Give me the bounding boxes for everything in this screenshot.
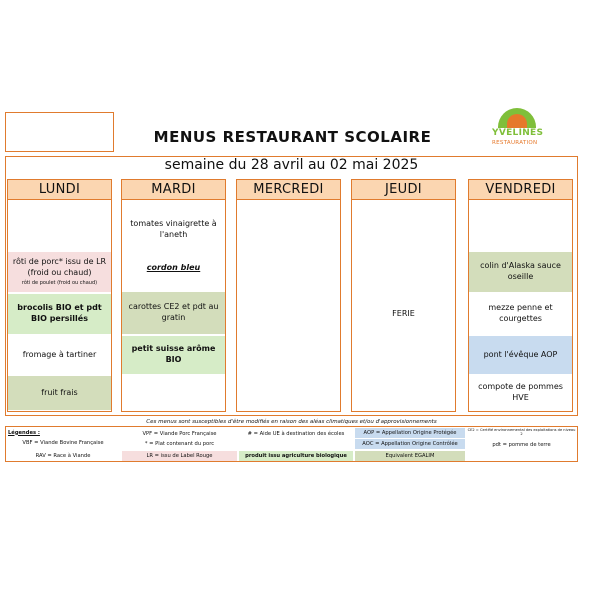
- menu-item: [8, 252, 111, 292]
- dish-text: pont l'évêque AOP: [483, 349, 558, 359]
- legend-aop: AOP = Appellation Origine Protégée: [355, 428, 465, 438]
- legend-aoc: AOC = Appellation Origine Contrôlée: [355, 439, 465, 449]
- dish-text: tomates vinaigrette à l'aneth: [130, 219, 217, 239]
- dish-text: brocolis BIO et pdt BIO persillés: [17, 303, 102, 323]
- dish-text: compote de pommes HVE: [478, 382, 563, 402]
- brand-subtitle: RESTAURATION: [492, 140, 538, 146]
- day-column-mercredi: [236, 179, 341, 412]
- legend-porc: * = Plat contenant du porc: [144, 440, 215, 447]
- day-column-vendredi: [468, 179, 573, 412]
- legend-egalim: Equivalent EGALIM: [355, 451, 465, 461]
- brand-logo: [488, 106, 548, 154]
- legend-pdt: pdt = pomme de terre: [492, 442, 551, 448]
- legend-ue: # = Aide UE à destination des écoles: [247, 430, 345, 437]
- menu-item: [8, 336, 111, 374]
- legend-bio: produit issu agriculture biologique: [239, 451, 353, 461]
- menu-item: [469, 336, 572, 374]
- legend-rav: RAV = Race à Viande: [35, 453, 91, 459]
- legend-ce2: CE2 = Certifié environnemental des exploitations de niveau 2: [467, 428, 576, 436]
- day-column-lundi: [7, 179, 112, 412]
- brand-name: YVELINES: [492, 128, 544, 138]
- day-header: MERCREDI: [237, 180, 340, 200]
- day-header: MARDI: [122, 180, 225, 200]
- week-title: semaine du 28 avril au 02 mai 2025: [164, 157, 419, 173]
- dish-text: carottes CE2 et pdt au gratin: [128, 302, 219, 322]
- day-header: LUNDI: [8, 180, 111, 200]
- dish-text: colin d'Alaska sauce oseille: [480, 261, 561, 281]
- menu-item: [469, 252, 572, 292]
- menu-item: [352, 300, 455, 328]
- page-title: MENUS RESTAURANT SCOLAIRE: [153, 128, 432, 146]
- day-header: JEUDI: [352, 180, 455, 200]
- logo-placeholder: [5, 112, 114, 152]
- legend-vpf: VPF = Viande Porc Française: [142, 430, 217, 437]
- menu-item: [122, 256, 225, 280]
- dish-text: mezze penne et courgettes: [488, 303, 553, 323]
- dish-text: rôti de porc* issu de LR (froid ou chaud): [12, 256, 107, 277]
- menu-item: [122, 208, 225, 252]
- dish-alternative: rôti de poulet (froid ou chaud): [21, 280, 98, 287]
- legend-lr: LR = issu de Label Rouge: [122, 451, 237, 461]
- legend: [5, 426, 578, 462]
- menu-item: [469, 376, 572, 410]
- dish-text: fruit frais: [41, 387, 78, 397]
- menu-item: [469, 294, 572, 334]
- dish-text: petit suisse arôme BIO: [131, 344, 216, 364]
- menu-item: [8, 294, 111, 334]
- menu-item: [122, 336, 225, 374]
- menu-item: [8, 376, 111, 410]
- dish-text: cordon bleu: [146, 262, 201, 272]
- sun-logo-icon: [498, 108, 536, 128]
- dish-text: FERIE: [392, 308, 415, 318]
- legend-vbf: VBF = Viande Bovine Française: [22, 440, 104, 446]
- menu-item: [122, 292, 225, 334]
- day-column-jeudi: [351, 179, 456, 412]
- day-header: VENDREDI: [469, 180, 572, 200]
- dish-text: fromage à tartiner: [22, 349, 97, 359]
- day-column-mardi: [121, 179, 226, 412]
- disclaimer: Ces menus sont susceptibles d'être modifiés en raison des aléas climatiques et/ou d'approvisionnements: [146, 419, 437, 425]
- legend-title: Légendes :: [8, 429, 40, 436]
